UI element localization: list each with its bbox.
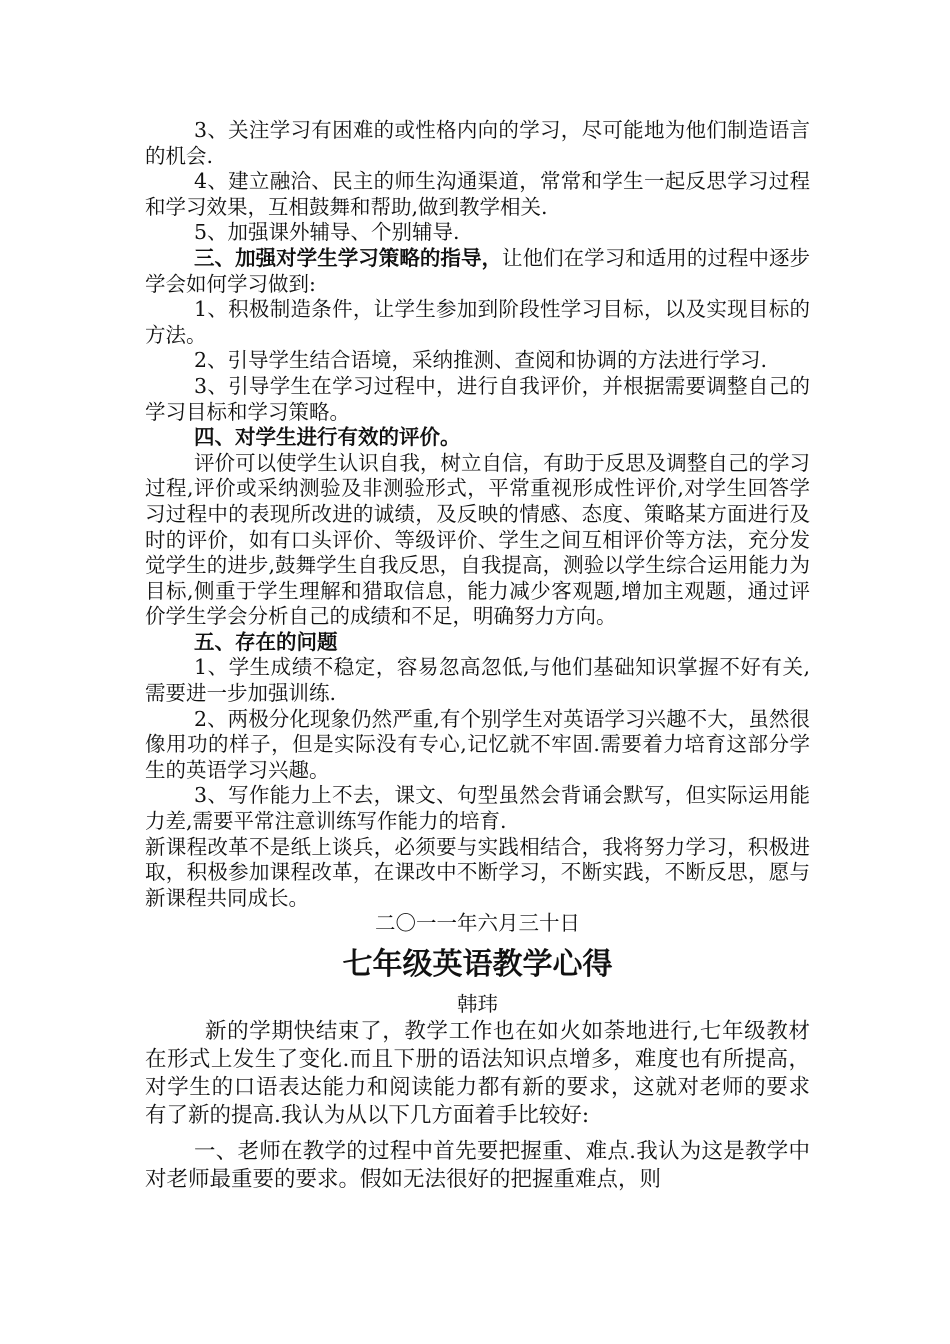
paragraph: 1、学生成绩不稳定，容易忽高忽低,与他们基础知识掌握不好有关,需要进一步加强训练. <box>145 655 810 706</box>
document-page <box>145 118 810 1194</box>
essay-title: 七年级英语教学心得 <box>342 947 613 982</box>
paragraph: 4、建立融洽、民主的师生沟通渠道，常常和学生一起反思学习过程和学习效果，互相鼓舞和帮助,做到教学相关. <box>145 169 810 219</box>
paragraph: 评价可以使学生认识自我，树立自信，有助于反思及调整自己的学习过程,评价或采纳测验及非测验形式，平常重视形成性评价,对学生回答学习过程中的表现所改进的诚绩，及反映的情感、态度、策略某方面进行及时的评价，如有口头评价、等级评价、学生之间互相评价等方法，充分发觉学生的进步,鼓舞学生自我反思，自我提高，测验以学生综合运用能力为目标,侧重于学生理解和猎取信息，能力减少客观题,增加主观题，通过评价学生学会分析自己的成绩和不足，明确努力方向。 <box>145 450 810 629</box>
paragraph: 1、积极制造条件，让学生参加到阶段性学习目标，以及实现目标的方法。 <box>145 297 810 347</box>
essay-paragraph: 一、老师在教学的过程中首先要把握重、难点.我认为这是教学中对老师最重要的要求。假如无法很好的把握重难点，则 <box>145 1139 810 1192</box>
section-4-heading: 四、对学生进行有效的评价。 <box>194 425 461 450</box>
paragraph: 3、关注学习有困难的或性格内向的学习，尽可能地为他们制造语言的机会. <box>145 118 810 168</box>
closing-paragraph: 新课程改革不是纸上谈兵，必须要与实践相结合，我将努力学习，积极进取，积极参加课程改革，在课改中不断学习，不断实践，不断反思，愿与新课程共同成长。 <box>145 834 810 910</box>
paragraph: 3、写作能力上不去，课文、句型虽然会背诵会默写，但实际运用能力差,需要平常注意训练写作能力的培育. <box>145 783 810 834</box>
section-3-heading-rest: 让他们在学习和适用的过程中逐步学会如何学习做到: <box>145 245 811 296</box>
essay-paragraph: 新的学期快结束了，教学工作也在如火如荼地进行,七年级教材在形式上发生了变化.而且下册的语法知识点增多，难度也有所提高，对学生的口语表达能力和阅读能力都有新的要求，这就对老师的要求有了新的提高.我认为从以下几方面着手比较好: <box>145 1019 810 1128</box>
paragraph: 2、两极分化现象仍然严重,有个别学生对英语学习兴趣不大，虽然很像用功的样子，但是实际没有专心,记忆就不牢固.需要着力培育这部分学生的英语学习兴趣。 <box>145 706 810 782</box>
document-date: 二〇一一年六月三十日 <box>375 911 580 936</box>
section-3-paragraph <box>145 246 810 297</box>
paragraph: 3、引导学生在学习过程中，进行自我评价，并根据需要调整自己的学习目标和学习策略。 <box>145 373 810 424</box>
paragraph: 2、引导学生结合语境，采纳推测、查阅和协调的方法进行学习. <box>194 348 768 373</box>
section-5-heading: 五、存在的问题 <box>194 629 338 654</box>
paragraph: 5、加强课外辅导、个别辅导. <box>194 220 460 245</box>
essay-author: 韩玮 <box>457 992 498 1016</box>
section-3-heading: 三、加强对学生学习策略的指导， <box>194 245 503 270</box>
